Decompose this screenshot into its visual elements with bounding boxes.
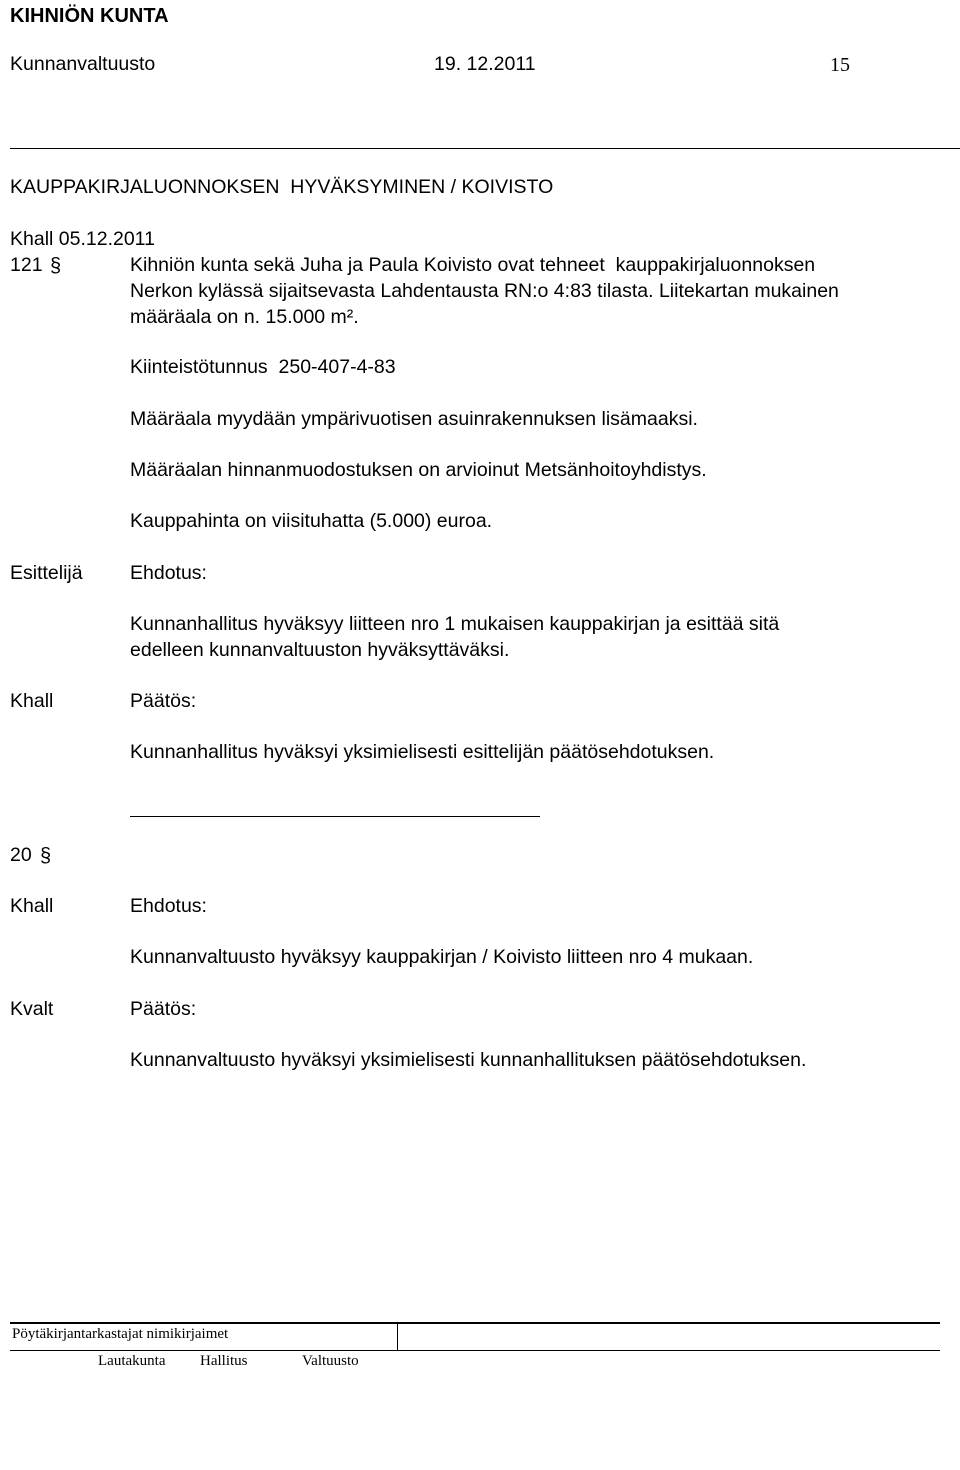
section-divider: [130, 816, 540, 817]
section-number: 20: [10, 844, 32, 866]
header-divider: [10, 148, 960, 149]
price-text: Kauppahinta on viisituhatta (5.000) euroa.: [130, 510, 493, 532]
decision-text: Kunnanvaltuusto hyväksyi yksimielisesti kunnanhallituksen päätösehdotuksen.: [130, 1049, 807, 1071]
proposal-line: edelleen kunnanvaltuuston hyväksyttäväksi.: [130, 639, 510, 661]
intro-line: Kihniön kunta sekä Juha ja Paula Koivisto ovat tehneet kauppakirjaluonnoksen: [130, 254, 816, 276]
property-id: Kiinteistötunnus 250-407-4-83: [130, 356, 396, 378]
proposal-label: Ehdotus:: [130, 562, 207, 584]
khall-label: Khall: [10, 895, 54, 917]
proposal-label: Ehdotus:: [130, 895, 207, 917]
kvalt-label: Kvalt: [10, 998, 54, 1020]
section-reference: Khall 05.12.2011: [10, 228, 155, 250]
column-lautakunta: Lautakunta: [98, 1353, 166, 1369]
column-hallitus: Hallitus: [200, 1353, 248, 1369]
column-valtuusto: Valtuusto: [302, 1353, 359, 1369]
khall-label: Khall: [10, 690, 54, 712]
signature-label: Pöytäkirjantarkastajat nimikirjaimet: [12, 1326, 229, 1342]
intro-line: Nerkon kylässä sijaitsevasta Lahdentausta RN:o 4:83 tilasta. Liitekartan mukainen: [130, 280, 839, 302]
proposal-line: Kunnanhallitus hyväksyy liitteen nro 1 mukaisen kauppakirjan ja esittää sitä: [130, 613, 780, 635]
page-number: 15: [830, 54, 850, 76]
decision-text: Kunnanhallitus hyväksyi yksimielisesti esittelijän päätösehdotuksen.: [130, 741, 715, 763]
document-title: KAUPPAKIRJALUONNOKSEN HYVÄKSYMINEN / KOIVISTO: [10, 176, 554, 198]
organization-name: KIHNIÖN KUNTA: [10, 5, 169, 27]
table-mid-border: [10, 1350, 940, 1351]
purpose-text: Määräala myydään ympärivuotisen asuinrakennuksen lisämaaksi.: [130, 408, 698, 430]
meeting-body: Kunnanvaltuusto: [10, 53, 156, 75]
intro-line: määräala on n. 15.000 m².: [130, 306, 359, 328]
valuation-text: Määräalan hinnanmuodostuksen on arvioinut Metsänhoitoyhdistys.: [130, 459, 707, 481]
section-symbol: §: [50, 255, 62, 277]
table-top-border: [10, 1322, 940, 1324]
decision-label: Päätös:: [130, 998, 197, 1020]
table-cell-divider: [397, 1324, 398, 1350]
decision-label: Päätös:: [130, 690, 197, 712]
proposal-text: Kunnanvaltuusto hyväksyy kauppakirjan / Koivisto liitteen nro 4 mukaan.: [130, 946, 754, 968]
section-number: 121: [10, 254, 43, 276]
presenter-label: Esittelijä: [10, 562, 83, 584]
meeting-date: 19. 12.2011: [434, 53, 536, 75]
section-symbol: §: [40, 845, 52, 867]
